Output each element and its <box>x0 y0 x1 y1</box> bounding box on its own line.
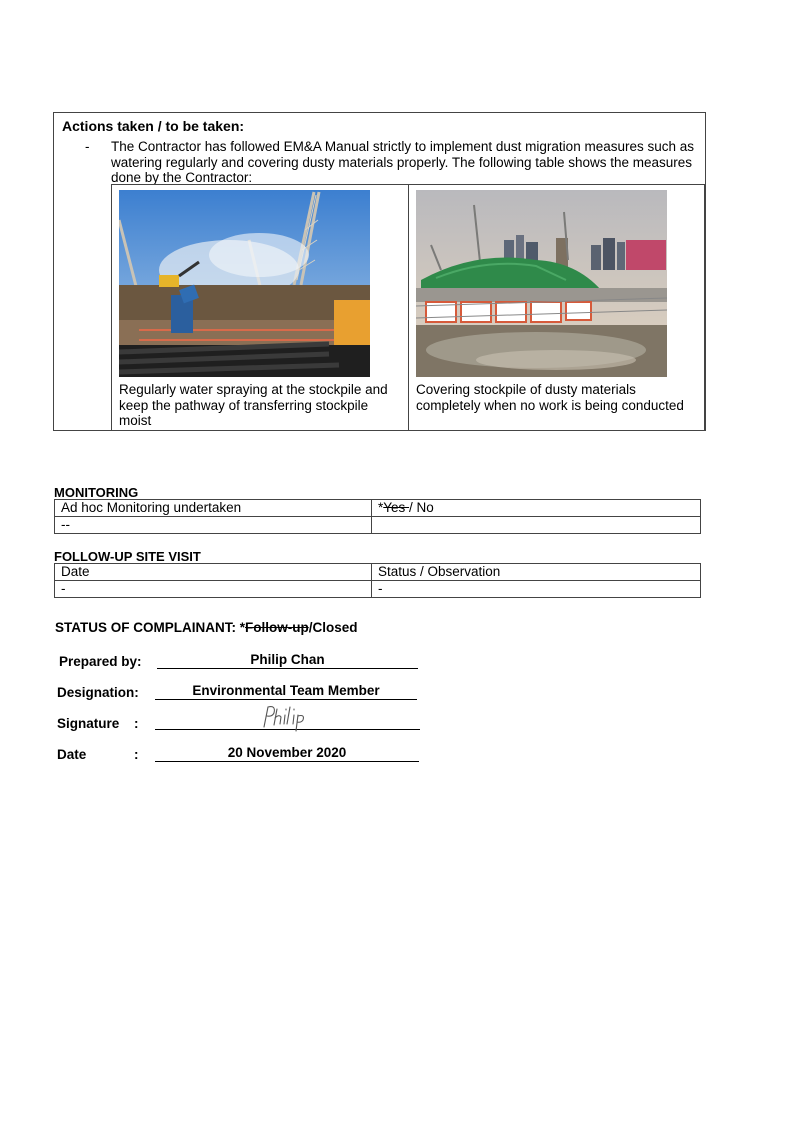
prepared-by-value: Philip Chan <box>157 652 418 669</box>
monitoring-answer-cell <box>372 500 701 517</box>
actions-title: Actions taken / to be taken: <box>62 118 245 134</box>
caption-covering-stockpile: Covering stockpile of dusty materials completely when no work is being conducted <box>416 382 684 413</box>
status-label: STATUS OF COMPLAINANT: * <box>55 620 245 635</box>
asterisk: * <box>378 500 384 515</box>
option-no: / No <box>409 500 434 515</box>
prepared-by-label: Prepared by: <box>59 654 142 669</box>
table-row <box>55 581 701 598</box>
table-divider <box>408 185 409 431</box>
date-label: Date <box>57 747 87 762</box>
table-row <box>55 500 701 517</box>
followup-heading: FOLLOW-UP SITE VISIT <box>54 549 201 564</box>
header-date: Date <box>55 564 372 581</box>
handwritten-signature <box>260 703 320 733</box>
table-row <box>55 517 701 534</box>
designation-value: Environmental Team Member <box>155 683 417 700</box>
signature-colon: : <box>134 716 139 731</box>
struck-option-yes: Yes <box>383 500 410 515</box>
table-cell: - <box>55 581 372 598</box>
table-cell: -- <box>55 517 372 534</box>
table-cell: Ad hoc Monitoring undertaken <box>55 500 372 517</box>
followup-table <box>54 563 701 598</box>
actions-description: The Contractor has followed EM&A Manual strictly to implement dust migration measures such as watering regularly and covering dusty materials properly. The following table shows the measures done by the Contractor: <box>111 139 694 185</box>
struck-follow-up: Follow-up <box>245 620 309 635</box>
actions-box <box>53 112 706 431</box>
bullet-dash: - <box>85 139 90 154</box>
table-header-row <box>55 564 701 581</box>
water-spraying-photo <box>119 190 370 377</box>
monitoring-table <box>54 499 701 534</box>
complainant-status <box>55 620 358 636</box>
signature-label: Signature <box>57 716 120 731</box>
signature-line <box>155 713 420 730</box>
caption-water-spraying: Regularly water spraying at the stockpile and keep the pathway of transferring stockpile moist <box>119 382 388 428</box>
monitoring-heading: MONITORING <box>54 485 139 500</box>
photo-table <box>111 184 705 430</box>
designation-label: Designation: <box>57 685 139 700</box>
date-colon: : <box>134 747 139 762</box>
table-cell: - <box>372 581 701 598</box>
status-closed: /Closed <box>308 620 358 635</box>
header-status: Status / Observation <box>372 564 701 581</box>
table-cell <box>372 517 701 534</box>
covered-stockpile-photo <box>416 190 667 377</box>
date-value: 20 November 2020 <box>155 745 419 762</box>
